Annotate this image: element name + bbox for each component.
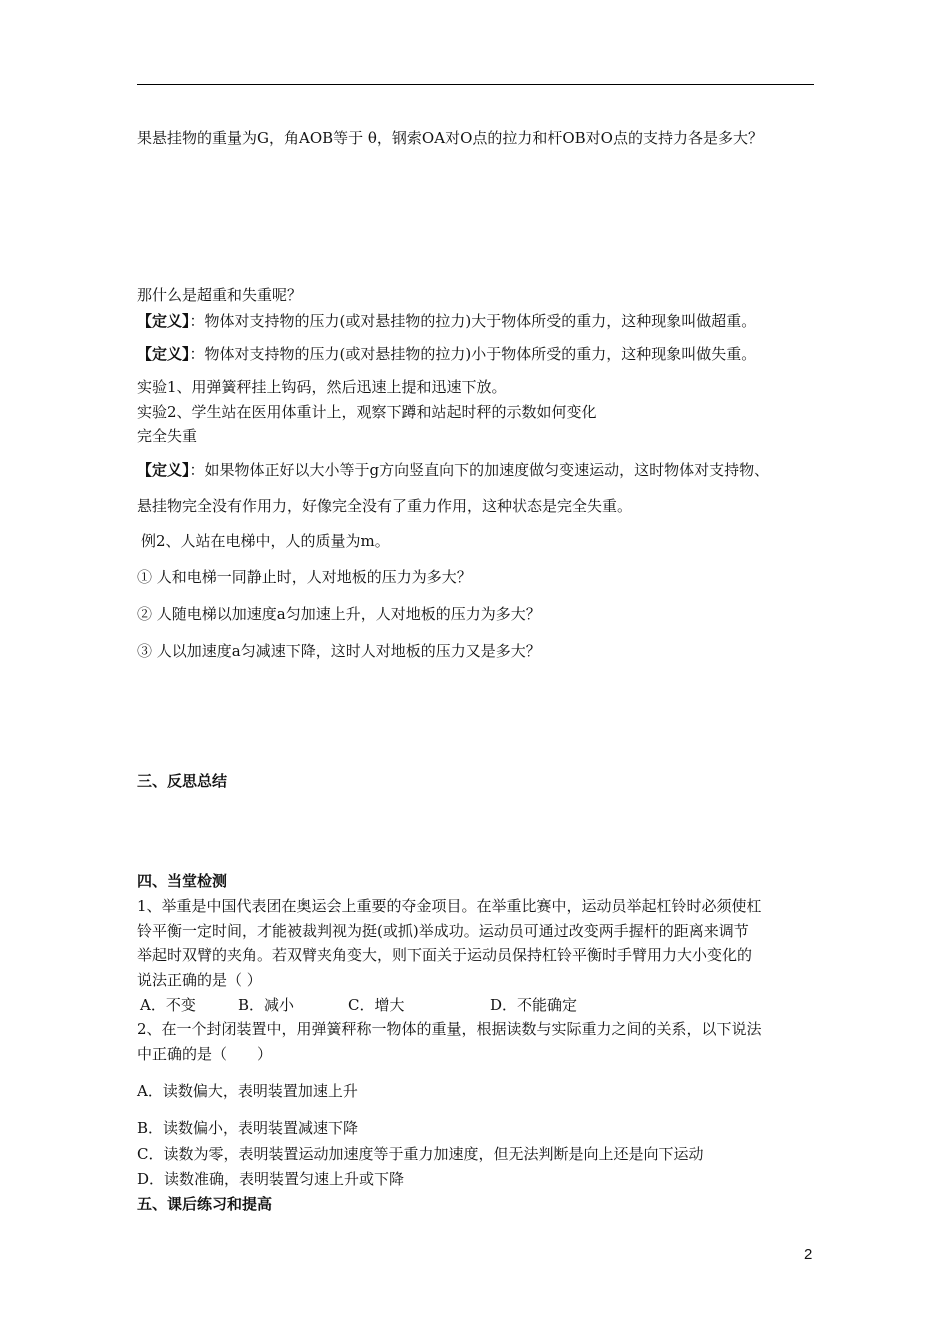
example-2-question-3: ③ 人以加速度a匀减速下降，这时人对地板的压力又是多大？ [137,642,541,660]
example-2-question-1: ① 人和电梯一同静止时，人对地板的压力为多大？ [137,568,472,586]
definition-text: ：物体对支持物的压力(或对悬挂物的拉力)大于物体所受的重力，这种现象叫做超重。 [189,312,757,330]
definition-label: 【定义】 [137,461,190,479]
option-d: D．不能确定 [490,996,578,1014]
test-2-option-c: C．读数为零，表明装置运动加速度等于重力加速度，但无法判断是向上还是向下运动 [137,1145,704,1163]
test-1-line-2: 铃平衡一定时间，才能被裁判视为挺(或抓)举成功。运动员可通过改变两手握杆的距离来调节 [137,922,749,940]
definition-text: ：物体对支持物的压力(或对悬挂物的拉力)小于物体所受的重力，这种现象叫做失重。 [189,345,757,363]
test-1-line-4: 说法正确的是（ ） [137,971,262,989]
question-1-text: 果悬挂物的重量为G，角AOB等于 θ，钢索OA对O点的拉力和杆OB对O点的支持力各是多大？ [137,129,763,147]
experiment-2: 实验2、学生站在医用体重计上，观察下蹲和站起时秤的示数如何变化 [137,403,597,421]
test-2-line-2: 中正确的是（ ） [137,1045,273,1063]
definition-label: 【定义】 [137,345,190,363]
test-1-options [140,995,577,1015]
section-4-heading: 四、当堂检测 [137,872,228,890]
option-b: B．减小 [238,996,295,1014]
definition-weightless [137,344,756,364]
option-a: A．不变 [140,996,196,1014]
test-2-option-d: D．读数准确，表明装置匀速上升或下降 [137,1170,405,1188]
page-number: 2 [804,1246,813,1263]
intro-question: 那什么是超重和失重呢？ [137,286,303,304]
section-3-heading: 三、反思总结 [137,772,228,790]
definition-label: 【定义】 [137,312,190,330]
test-2-option-b: B．读数偏小，表明装置减速下降 [137,1119,359,1137]
definition-text: ：如果物体正好以大小等于g方向竖直向下的加速度做匀变速运动，这时物体对支持物、 [189,461,770,479]
test-1-line-3: 举起时双臂的夹角。若双臂夹角变大，则下面关于运动员保持杠铃平衡时手臂用力大小变化的 [137,946,753,964]
option-c: C．增大 [348,996,405,1014]
definition-complete-weightless-cont: 悬挂物完全没有作用力，好像完全没有了重力作用，这种状态是完全失重。 [137,497,633,515]
definition-complete-weightless [137,460,769,480]
test-1-line-1: 1、举重是中国代表团在奥运会上重要的夺金项目。在举重比赛中，运动员举起杠铃时必须使杠 [137,897,762,915]
header-rule [137,84,814,85]
definition-overweight [137,311,756,331]
experiment-1: 实验1、用弹簧秤挂上钩码，然后迅速上提和迅速下放。 [137,378,507,396]
test-2-line-1: 2、在一个封闭装置中，用弹簧秤称一物体的重量，根据读数与实际重力之间的关系，以下说法 [137,1020,762,1038]
example-2-question-2: ② 人随电梯以加速度a匀加速上升，人对地板的压力为多大？ [137,605,541,623]
example-2: 例2、人站在电梯中，人的质量为m。 [141,532,390,550]
test-2-option-a: A．读数偏大，表明装置加速上升 [137,1082,358,1100]
section-5-heading: 五、课后练习和提高 [137,1195,273,1213]
complete-weightless-title: 完全失重 [137,427,198,445]
